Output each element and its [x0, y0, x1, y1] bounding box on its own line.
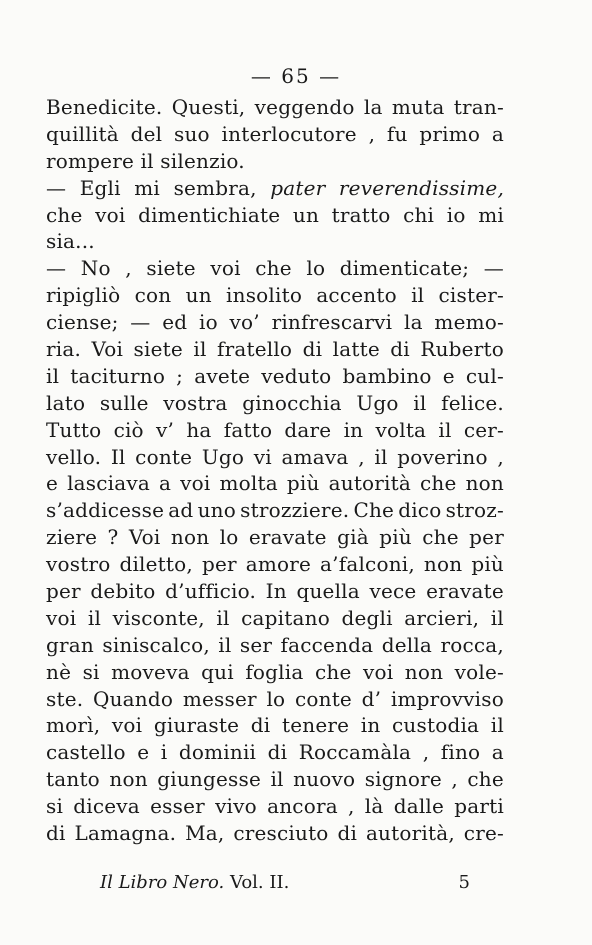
text-line	[46, 121, 504, 148]
word: pater	[270, 175, 326, 200]
word: giuraste	[153, 713, 240, 738]
word: ?	[107, 525, 119, 550]
word: un	[185, 283, 212, 308]
word: Che	[353, 498, 395, 523]
word: molta	[219, 471, 278, 496]
word: più	[379, 525, 412, 550]
word: Voi	[128, 525, 161, 550]
word: autorità,	[365, 821, 455, 846]
word: nuovo	[293, 767, 356, 792]
word: esser	[150, 794, 205, 819]
word: signore	[364, 767, 442, 792]
word: Egli	[79, 175, 121, 200]
word: voi	[95, 202, 126, 227]
text-line	[46, 766, 504, 793]
word: quillità	[46, 121, 119, 146]
word: voi	[46, 605, 77, 630]
text-line	[46, 309, 504, 336]
text-line	[46, 175, 504, 202]
word: di	[267, 740, 288, 765]
word: che	[420, 471, 457, 496]
word: più	[286, 471, 320, 496]
word: il	[374, 444, 388, 469]
word: il	[411, 283, 425, 308]
word: la	[403, 310, 423, 335]
word: vole-	[454, 659, 504, 684]
word: ,	[125, 256, 132, 281]
word: voi	[180, 471, 211, 496]
word: in	[360, 713, 381, 738]
text-line	[46, 336, 504, 363]
word: chi	[403, 202, 435, 227]
word: rocca,	[440, 632, 504, 657]
word: io	[446, 202, 466, 227]
word: gran	[46, 632, 94, 657]
word: tenere	[281, 713, 350, 738]
word: dimenticate;	[339, 256, 470, 281]
text-line	[46, 202, 504, 229]
word: di	[337, 821, 358, 846]
word: non	[404, 659, 444, 684]
word: siete	[146, 256, 196, 281]
word: s’addicesse	[46, 498, 165, 523]
word: ,	[422, 740, 430, 765]
word: ,	[497, 444, 504, 469]
word: sembra,	[173, 175, 257, 200]
word: ginocchia	[242, 390, 342, 415]
word: Lamagna.	[74, 821, 177, 846]
text-line: sia...	[46, 229, 95, 254]
word: voi	[362, 659, 394, 684]
word: con	[134, 283, 172, 308]
text-line	[46, 282, 504, 309]
word: vostro	[46, 552, 111, 577]
word: giungesse	[157, 767, 261, 792]
word: ziere	[46, 525, 98, 550]
word: felice.	[441, 390, 504, 415]
word: e	[442, 363, 455, 388]
text-line	[46, 551, 504, 578]
word: ad	[168, 498, 194, 523]
word: faccenda	[280, 632, 374, 657]
word: lo	[306, 256, 326, 281]
text-line	[46, 524, 504, 551]
word: tratto	[331, 202, 391, 227]
word: memo-	[434, 310, 504, 335]
word: che	[46, 202, 83, 227]
word: cister-	[438, 283, 504, 308]
text-line	[46, 686, 504, 713]
word: il	[218, 632, 232, 657]
word: stroz-	[445, 498, 504, 523]
word: strozziere.	[240, 498, 350, 523]
word: d’	[361, 686, 382, 711]
word: amava	[281, 444, 349, 469]
word: sulle	[99, 390, 149, 415]
word: vivo	[215, 794, 257, 819]
text-line	[46, 739, 504, 766]
text-line	[46, 632, 504, 659]
word: amore	[245, 552, 312, 577]
word: cre-	[463, 821, 504, 846]
word: fu	[386, 121, 408, 146]
word: Ugo	[201, 444, 245, 469]
word: e	[137, 740, 150, 765]
body-text	[46, 94, 504, 847]
word: No	[80, 256, 111, 281]
word: che	[467, 767, 504, 792]
word: —	[130, 310, 151, 335]
word: conte	[135, 444, 193, 469]
word: dare	[284, 417, 332, 442]
word: ripigliò	[46, 283, 121, 308]
word: il	[270, 767, 284, 792]
word: si	[82, 659, 100, 684]
word: Questi,	[171, 95, 246, 119]
word: vi	[253, 444, 272, 469]
word: che	[255, 256, 292, 281]
text-line	[46, 712, 504, 739]
word: insolito	[226, 283, 303, 308]
text-line	[46, 497, 504, 524]
page-number: — 65 —	[250, 64, 342, 88]
word: per	[469, 525, 504, 550]
text-line	[46, 417, 504, 444]
word: quella	[296, 579, 360, 604]
word: Roccamàla	[298, 740, 412, 765]
page-footer	[100, 872, 470, 893]
word: che	[422, 525, 459, 550]
word: taciturno	[70, 363, 166, 388]
word: capitano	[241, 605, 330, 630]
text-line	[46, 255, 504, 282]
word: cul-	[465, 363, 504, 388]
word: ,	[451, 767, 458, 792]
word: d’ufficio.	[165, 579, 257, 604]
word: uno	[197, 498, 236, 523]
text-line	[46, 444, 504, 471]
word: i	[160, 740, 168, 765]
word: veggendo	[254, 95, 355, 119]
word: autorità	[328, 471, 412, 496]
text-line	[46, 659, 504, 686]
word: il	[216, 605, 230, 630]
text-line	[46, 94, 504, 121]
word: Benedicite.	[46, 95, 163, 119]
word: qui	[201, 659, 234, 684]
word: dalle	[393, 794, 445, 819]
word: mi	[478, 202, 504, 227]
word: bambino	[342, 363, 432, 388]
word: conte	[294, 686, 352, 711]
word: tran-	[453, 95, 504, 119]
word: a	[491, 121, 504, 146]
word: dico	[398, 498, 442, 523]
word: muta	[391, 95, 445, 119]
text-line	[46, 390, 504, 417]
word: primo	[419, 121, 481, 146]
word: —	[46, 175, 67, 200]
word: per	[46, 579, 81, 604]
word: e	[46, 471, 59, 496]
word: il	[490, 605, 504, 630]
word: —	[46, 256, 67, 281]
word: non	[465, 471, 504, 496]
word: eravate	[248, 525, 327, 550]
word: veduto	[261, 363, 332, 388]
word: degli	[341, 605, 393, 630]
text-line	[46, 470, 504, 497]
word: voi	[111, 713, 143, 738]
word: lo	[219, 525, 239, 550]
word: si	[46, 794, 64, 819]
word: rinfrescarvi	[271, 310, 393, 335]
word: non	[423, 552, 463, 577]
word: accento	[316, 283, 397, 308]
word: diletto,	[119, 552, 193, 577]
word: ser	[239, 632, 273, 657]
word: vostra	[163, 390, 228, 415]
word: per	[201, 552, 237, 577]
word: reverendissime,	[338, 175, 504, 200]
word: moveva	[111, 659, 190, 684]
word: Ma,	[185, 821, 225, 846]
word: dimentichiate	[138, 202, 281, 227]
word: poverino	[397, 444, 488, 469]
word: a	[159, 471, 172, 496]
word: vece	[369, 579, 417, 604]
word: tanto	[46, 767, 100, 792]
word: Ruberto	[420, 337, 504, 362]
word: Voi	[91, 337, 124, 362]
word: fino	[440, 740, 481, 765]
word: il	[413, 390, 427, 415]
word: il	[438, 417, 452, 442]
footer-signature: 5	[458, 872, 470, 893]
footer-title: Il Libro Nero.	[100, 872, 225, 893]
word: che	[314, 659, 352, 684]
word: —	[483, 256, 504, 281]
word: mi	[134, 175, 161, 200]
word: interlocutore	[221, 121, 357, 146]
word: latte	[332, 337, 380, 362]
word: ;	[176, 363, 184, 388]
word: ,	[348, 794, 355, 819]
word: siete	[133, 337, 183, 362]
word: il	[87, 605, 102, 630]
text-line	[46, 820, 504, 847]
word: siniscalco,	[102, 632, 210, 657]
word: a	[491, 740, 504, 765]
word: cer-	[463, 417, 504, 442]
word: foglia	[245, 659, 304, 684]
word: ciò	[113, 417, 144, 442]
word: fatto	[223, 417, 273, 442]
word: castello	[46, 740, 126, 765]
word: Ugo	[356, 390, 399, 415]
word: In	[265, 579, 287, 604]
word: un	[292, 202, 320, 227]
word: là	[364, 794, 384, 819]
word: non	[170, 525, 210, 550]
word: debito	[90, 579, 156, 604]
word: Il	[110, 444, 126, 469]
word: voi	[210, 256, 241, 281]
word: suo	[173, 121, 210, 146]
word: dominii	[178, 740, 257, 765]
word: di	[390, 337, 410, 362]
word: di	[250, 713, 271, 738]
word: ed	[162, 310, 188, 335]
word: già	[337, 525, 369, 550]
word: v’	[156, 417, 175, 442]
word: a’falconi,	[320, 552, 415, 577]
word: di	[302, 337, 323, 362]
text-line	[46, 363, 504, 390]
word: ha	[186, 417, 212, 442]
word: io	[198, 310, 218, 335]
word: Quando	[92, 686, 174, 711]
footer-book-info	[100, 872, 289, 893]
word: ciense;	[46, 310, 119, 335]
word: più	[471, 552, 504, 577]
word: Tutto	[46, 417, 102, 442]
word: volta	[375, 417, 427, 442]
word: ancora	[267, 794, 338, 819]
word: nè	[46, 659, 72, 684]
word: di	[46, 821, 66, 846]
word: lo	[266, 686, 286, 711]
word: ,	[368, 121, 376, 146]
word: messer	[182, 686, 257, 711]
word: ria.	[46, 337, 82, 362]
word: eravate	[426, 579, 504, 604]
footer-volume: Vol. II.	[229, 872, 290, 893]
word: custodia	[392, 713, 480, 738]
word: vo’	[229, 310, 260, 335]
word: il	[490, 713, 504, 738]
word: in	[343, 417, 364, 442]
word: arcieri,	[404, 605, 480, 630]
word: visconte,	[112, 605, 205, 630]
text-line	[46, 793, 504, 820]
word: della	[381, 632, 433, 657]
word: cresciuto	[233, 821, 329, 846]
word: improvviso	[390, 686, 504, 711]
word: diceva	[73, 794, 140, 819]
word: il	[193, 337, 207, 362]
text-line	[46, 578, 504, 605]
word: non	[109, 767, 148, 792]
text-line	[46, 605, 504, 632]
word: lasciava	[67, 471, 150, 496]
word: avete	[194, 363, 251, 388]
word: morì,	[46, 713, 101, 738]
word: fratello	[216, 337, 293, 362]
text-line: rompere il silenzio.	[46, 148, 245, 173]
word: la	[363, 95, 383, 119]
word: il	[46, 363, 60, 388]
word: ,	[358, 444, 365, 469]
word: ste.	[46, 686, 84, 711]
word: lato	[46, 390, 86, 415]
word: parti	[454, 794, 504, 819]
word: del	[130, 121, 163, 146]
word: vello.	[46, 444, 102, 469]
